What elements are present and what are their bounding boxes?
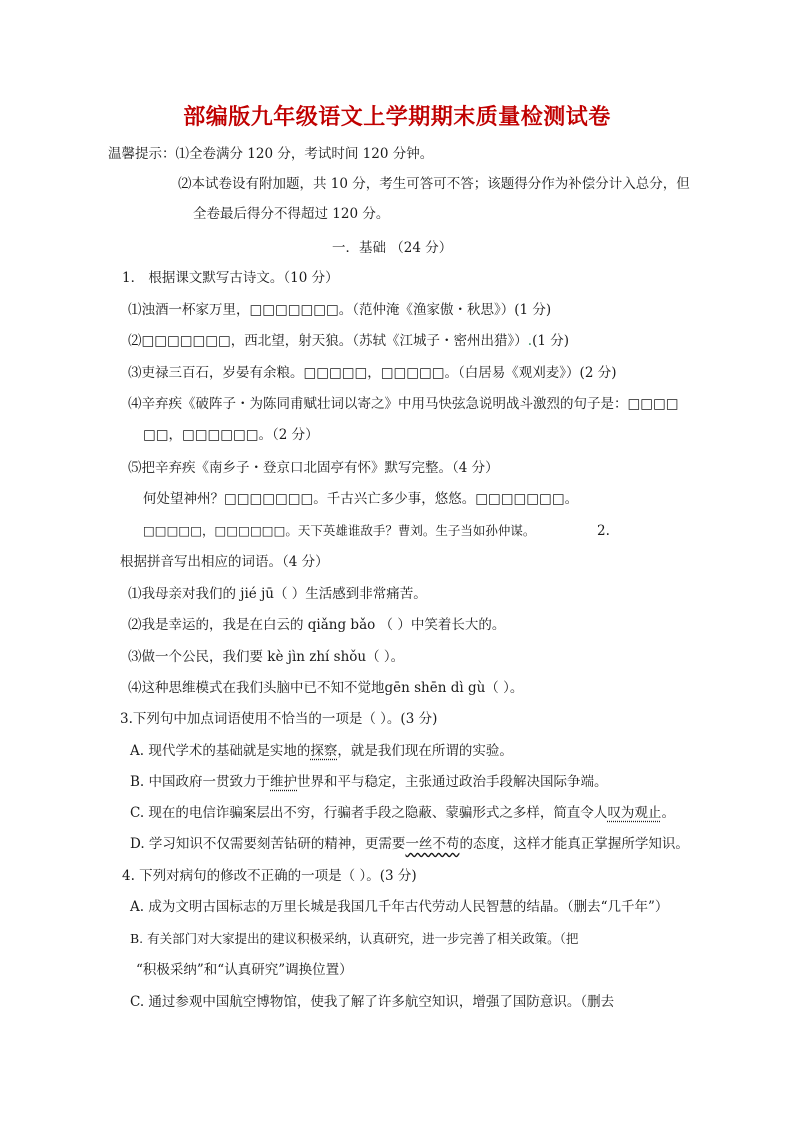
- q3-d-dotted-word: 一丝不苟: [405, 836, 460, 852]
- q1-stem: 1． 根据课文默写古诗文。（10 分）: [122, 270, 339, 286]
- q1-item-1: ⑴浊酒一杯家万里，□□□□□□□。（范仲淹《渔家傲・秋思》）(1 分): [128, 302, 552, 318]
- tip-2: ⑵本试卷设有附加题，共 10 分，考生可答可不答；该题得分作为补偿分计入总分，但: [178, 176, 690, 192]
- q3-stem: 3.下列句中加点词语使用不恰当的一项是（ ）。(3 分): [120, 711, 438, 727]
- q3-c-pre: C. 现在的电信诈骗案层出不穷，行骗者手段之隐蔽、蒙骗形式之多样，简直令人: [130, 805, 608, 821]
- q3-d-post: 的态度，这样才能真正掌握所学知识。: [459, 836, 689, 852]
- section-heading: 一．基础 （24 分）: [332, 240, 453, 256]
- q4-option-a: A. 成为文明古国标志的万里长城是我国几千年古代劳动人民智慧的结晶。（删去“几千年”）: [130, 899, 669, 915]
- q1-item-2-score: (1 分): [532, 333, 570, 349]
- q1-item-5: ⑸把辛弃疾《南乡子・登京口北固亭有怀》默写完整。（4 分）: [128, 460, 499, 476]
- q2-item-4: ⑷这种思维模式在我们头脑中已不知不觉地gēn shēn dì gù（ ）。: [128, 680, 524, 696]
- q4-stem: 4. 下列对病句的修改不正确的一项是（ ）。(3 分): [122, 868, 417, 884]
- q3-option-a: [130, 741, 513, 761]
- dot-mark: .: [527, 333, 533, 349]
- q1-item-5-line1: 何处望神州？□□□□□□□。千古兴亡多少事，悠悠。□□□□□□□。: [143, 491, 579, 507]
- q2-stem: 根据拼音写出相应的词语。（4 分）: [120, 554, 329, 570]
- q4-option-c: C. 通过参观中国航空博物馆，使我了解了许多航空知识，增强了国防意识。（删去: [130, 994, 615, 1010]
- q1-item-4b: □□，□□□□□□。（2 分）: [143, 427, 319, 443]
- q3-a-post: ，就是我们现在所谓的实验。: [337, 743, 513, 759]
- tip-1: 温馨提示：⑴全卷满分 120 分，考试时间 120 分钟。: [108, 146, 434, 162]
- q2-item-3: ⑶做一个公民，我们要 kè jìn zhí shǒu（ ）。: [128, 649, 405, 665]
- q3-d-pre: D. 学习知识不仅需要刻苦钻研的精神，更需要: [130, 836, 406, 852]
- q3-a-pre: A. 现代学术的基础就是实地的: [130, 743, 311, 759]
- q1-item-5-line2: □□□□□，□□□□□□。天下英雄谁敌手？曹刘。生子当如孙仲谋。: [143, 523, 536, 538]
- q3-b-post: 世界和平与稳定，主张通过政治手段解决国际争端。: [297, 774, 608, 790]
- q4-option-b-cont: “积极采纳”和“认真研究”调换位置）: [136, 962, 353, 978]
- q2-number: 2.: [597, 523, 610, 539]
- q3-option-b: [130, 772, 608, 792]
- q1-item-3: ⑶吏禄三百石，岁晏有余粮。□□□□□，□□□□□。（白居易《观刈麦》）(2 分): [128, 365, 617, 381]
- q4-option-b: B. 有关部门对大家提出的建议积极采纳，认真研究，进一步完善了相关政策。（把: [130, 931, 579, 946]
- q3-c-dotted-word: 叹为观止: [607, 805, 662, 821]
- q1-item-2: [128, 331, 569, 351]
- q3-option-d: [130, 834, 689, 854]
- q3-a-dotted-word: 探察: [310, 743, 338, 759]
- q2-item-1: ⑴我母亲对我们的 jié jū（ ）生活感到非常痛苦。: [128, 586, 427, 602]
- q3-b-dotted-word: 维护: [270, 774, 298, 790]
- page-title: 部编版九年级语文上学期期末质量检测试卷: [183, 105, 611, 130]
- tip-3: 全卷最后得分不得超过 120 分。: [193, 206, 390, 222]
- q3-b-pre: B. 中国政府一贯致力于: [130, 774, 271, 790]
- q3-c-post: 。: [661, 805, 675, 821]
- q1-item-2-text: ⑵□□□□□□□，西北望，射天狼。（苏轼《江城子・密州出猎》）: [128, 333, 528, 349]
- q2-item-2: ⑵我是幸运的，我是在白云的 qiǎng bǎo （ ）中笑着长大的。: [128, 617, 506, 633]
- q3-option-c: [130, 803, 675, 823]
- q1-item-4a: ⑷辛弃疾《破阵子・为陈同甫赋壮词以寄之》中用马快弦急说明战斗激烈的句子是：□□□□: [128, 396, 679, 412]
